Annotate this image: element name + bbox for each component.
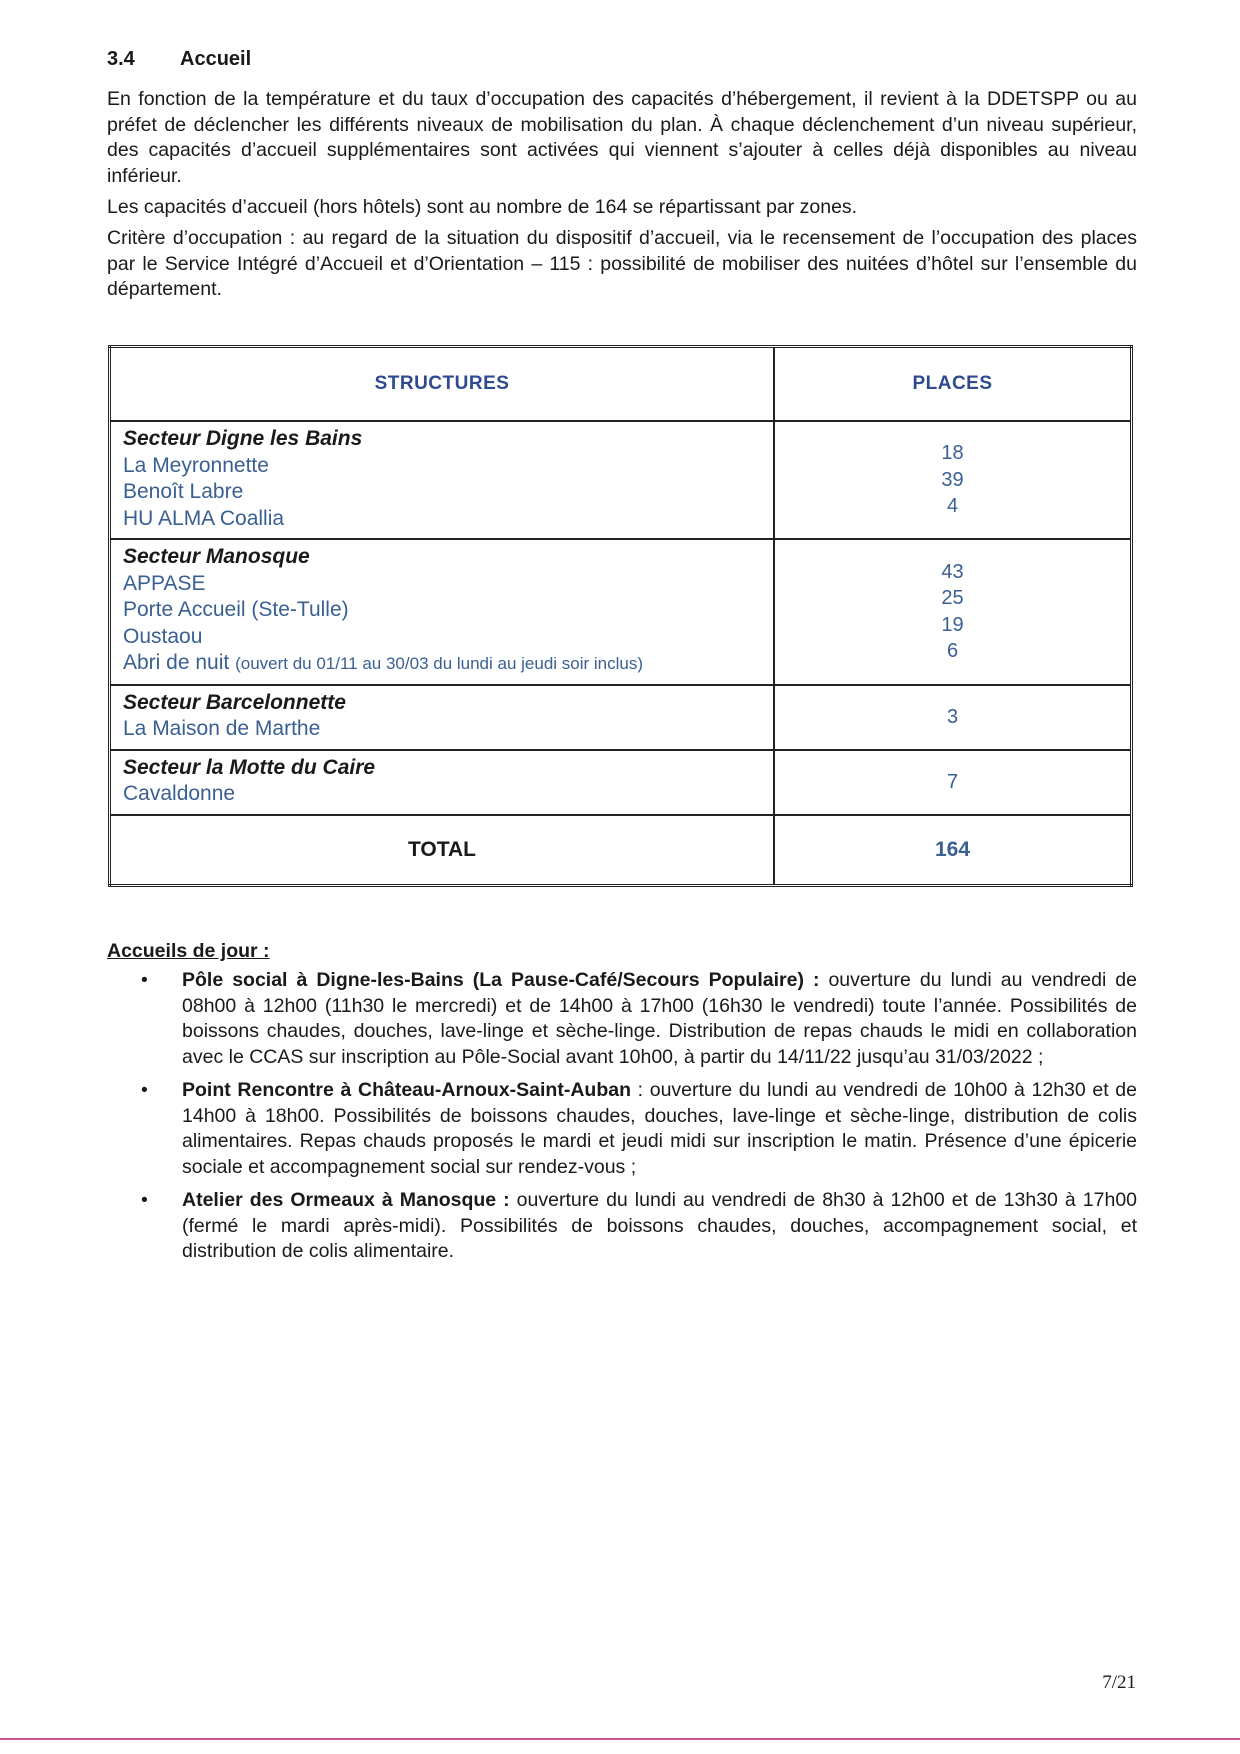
item-text: ouverture du lundi au vendredi de 8h30 à 12h00 et de 13h30 à 17h00 (fermé le mardi après-midi). Possibilités de boissons chaudes, douches, accompagnement social, et distribution de colis alimentaire. bbox=[182, 1189, 1138, 1262]
places-cell bbox=[774, 421, 1132, 539]
structure-name: Oustaou bbox=[123, 624, 203, 648]
section-heading bbox=[107, 48, 251, 71]
day-reception-list bbox=[107, 968, 1137, 1273]
sector-cell bbox=[110, 421, 775, 539]
sector-name: Secteur Barcelonnette bbox=[123, 690, 346, 714]
section-number: 3.4 bbox=[107, 48, 135, 70]
sector-name: Secteur la Motte du Caire bbox=[123, 755, 376, 779]
structure-name: La Maison de Marthe bbox=[123, 717, 321, 740]
places-value: 25 bbox=[941, 587, 964, 610]
paragraph-criteria: Critère d’occupation : au regard de la situation du dispositif d’accueil, via le recensement de l’occupation des places par le Service Intégré d’Accueil et d’Orientation – 115 : possibilité de mobiliser des nuitées d’hôtel sur l’ensemble du département. bbox=[107, 227, 1137, 300]
places-value: 19 bbox=[941, 613, 964, 636]
structure-name: Abri de nuit bbox=[123, 651, 230, 674]
day-reception-heading: Accueils de jour : bbox=[107, 940, 270, 962]
capacity-table bbox=[108, 345, 1133, 887]
sector-cell bbox=[110, 750, 775, 815]
places-value: 39 bbox=[941, 468, 964, 491]
section-title: Accueil bbox=[180, 48, 252, 70]
bullet-icon: • bbox=[141, 1189, 148, 1211]
item-title: Pôle social à Digne-les-Bains (La Pause-Café/Secours Populaire) : bbox=[182, 969, 820, 991]
structure-name: Cavaldonne bbox=[123, 782, 236, 805]
places-value: 4 bbox=[946, 495, 959, 518]
list-item bbox=[107, 1078, 1137, 1180]
sector-cell bbox=[110, 685, 775, 750]
table-row bbox=[110, 539, 1132, 685]
table-header-row bbox=[110, 347, 1132, 422]
places-cell bbox=[774, 685, 1132, 750]
list-item bbox=[107, 1188, 1137, 1265]
structure-name: Porte Accueil (Ste-Tulle) bbox=[123, 598, 349, 621]
total-value: 164 bbox=[774, 815, 1132, 886]
sector-name: Secteur Digne les Bains bbox=[123, 427, 363, 450]
item-title: Atelier des Ormeaux à Manosque : bbox=[182, 1189, 510, 1211]
structure-name: La Meyronnette bbox=[123, 453, 269, 477]
item-title: Point Rencontre à Château-Arnoux-Saint-Auban bbox=[182, 1079, 631, 1101]
structure-name: APPASE bbox=[123, 571, 206, 595]
bullet-icon: • bbox=[141, 969, 148, 991]
places-value: 43 bbox=[941, 560, 964, 583]
table-row bbox=[110, 750, 1132, 815]
paragraph-capacity: Les capacités d’accueil (hors hôtels) sont au nombre de 164 se répartissant par zones. bbox=[107, 196, 858, 218]
places-value: 6 bbox=[946, 640, 959, 663]
page-number: 7/21 bbox=[1102, 1672, 1136, 1693]
item-text: ouverture du lundi au vendredi de 08h00 à 12h00 (11h30 le mercredi) et de 14h00 à 17h00 (16h30 le vendredi) toute l’année. Possibilités de boissons chaudes, douches, lave-linge et sèche-linge. Distribution de repas chauds le midi en collaboration avec le CCAS sur inscription au Pôle-Social avant 10h00, à partir du 14/11/22 jusqu’au 31/03/2022 ; bbox=[182, 969, 1137, 1068]
structure-name: Benoît Labre bbox=[123, 480, 244, 503]
sector-name: Secteur Manosque bbox=[123, 545, 310, 568]
footer-rule bbox=[0, 1738, 1240, 1740]
places-cell bbox=[774, 539, 1132, 685]
places-value: 3 bbox=[946, 705, 959, 728]
list-item bbox=[107, 968, 1137, 1070]
structure-name: HU ALMA Coallia bbox=[123, 506, 285, 530]
places-value: 7 bbox=[946, 770, 959, 793]
opening-note: (ouvert du 01/11 au 30/03 du lundi au jeudi soir inclus) bbox=[235, 654, 644, 673]
total-label: TOTAL bbox=[110, 815, 775, 886]
sector-cell bbox=[110, 539, 775, 685]
places-cell bbox=[774, 750, 1132, 815]
structures-header: STRUCTURES bbox=[110, 347, 775, 422]
table-row bbox=[110, 685, 1132, 750]
places-header: PLACES bbox=[774, 347, 1132, 422]
bullet-icon: • bbox=[141, 1079, 148, 1101]
table-row bbox=[110, 421, 1132, 539]
places-value: 18 bbox=[941, 442, 964, 465]
paragraph-intro: En fonction de la température et du taux d’occupation des capacités d’hébergement, il revient à la DDETSPP ou au préfet de déclencher les différents niveaux de mobilisation du plan. À chaque déclenchement d’un niveau supérieur, des capacités d’accueil supplémentaires sont activées qui viennent s’ajouter à celles déjà disponibles au niveau inférieur. bbox=[107, 88, 1137, 187]
item-text: : ouverture du lundi au vendredi de 10h00 à 12h30 et de 14h00 à 18h00. Possibilités de boissons chaudes, douches, lave-linge et sèche-linge, distribution de colis alimentaires. Repas chauds proposés le mardi et jeudi midi sur inscription le matin. Présence d’une épicerie sociale et accompagnement social sur rendez-vous ; bbox=[182, 1079, 1137, 1178]
total-row bbox=[110, 815, 1132, 886]
structure-name-with-note bbox=[123, 650, 761, 678]
